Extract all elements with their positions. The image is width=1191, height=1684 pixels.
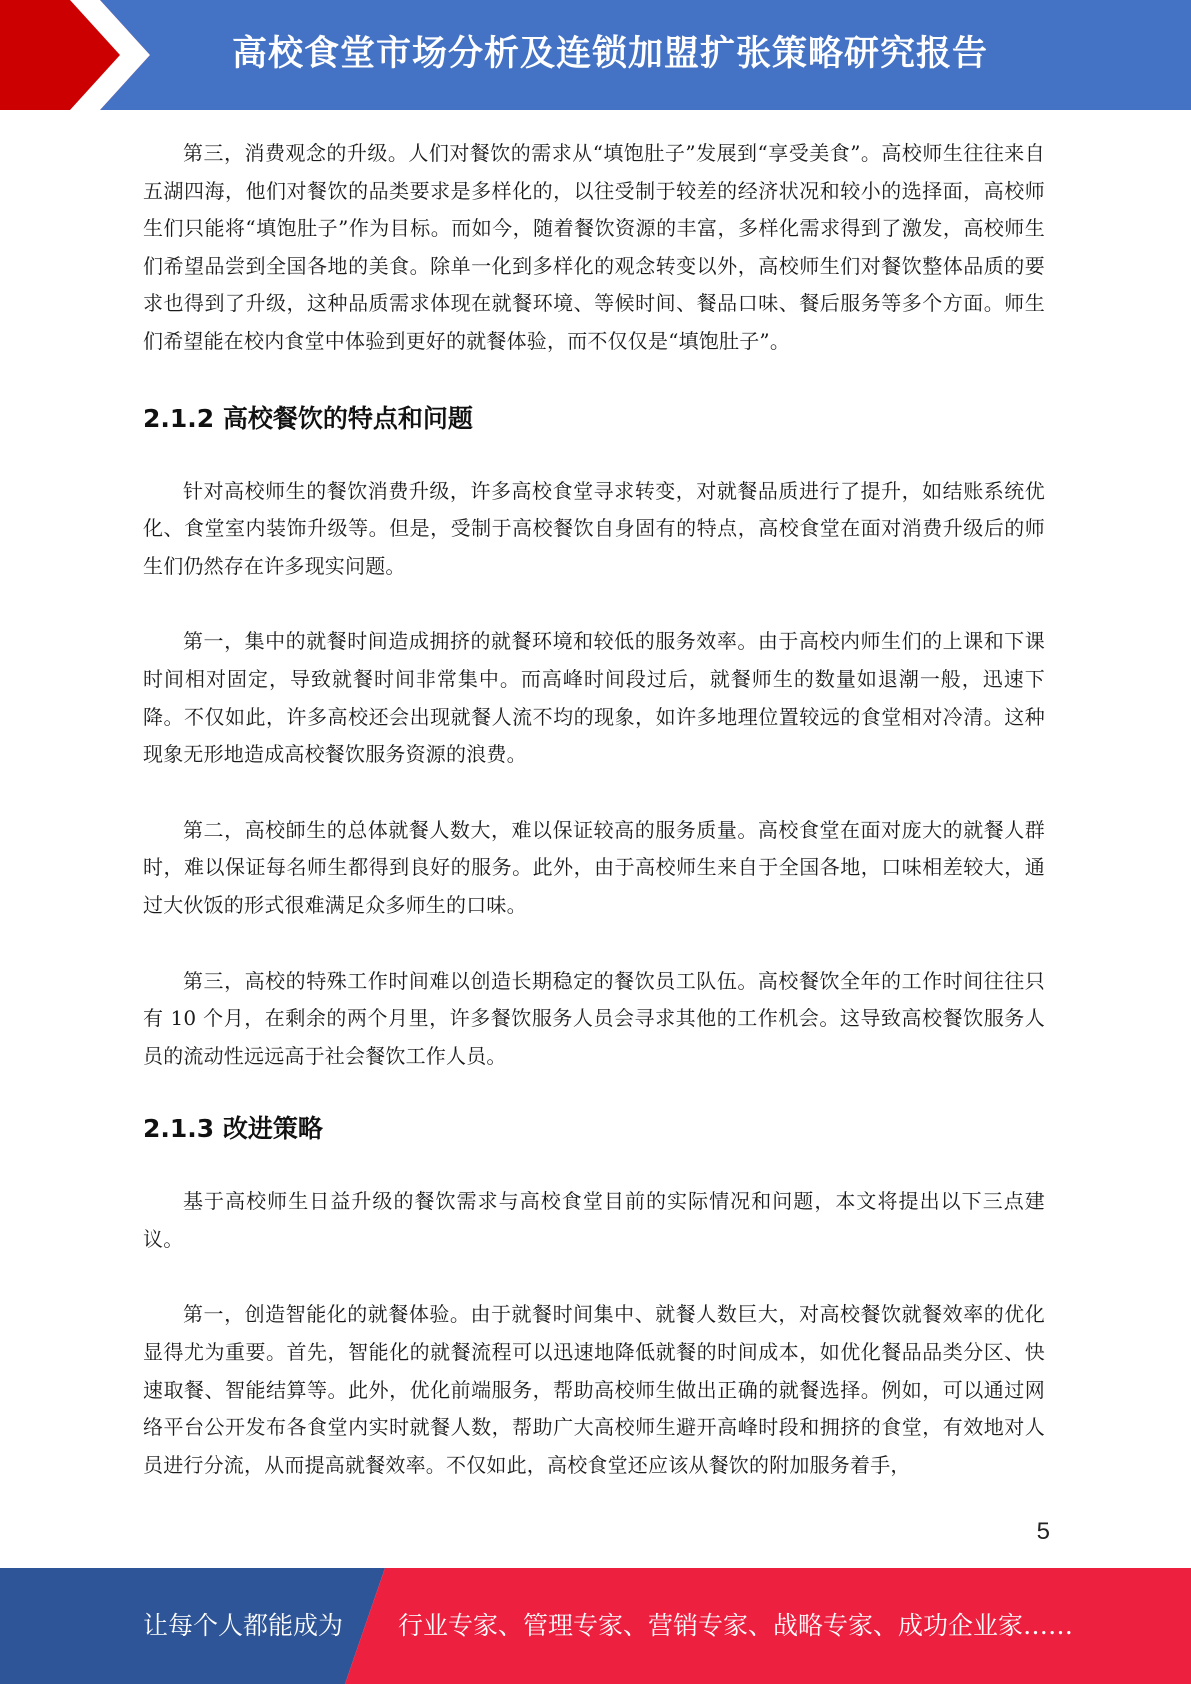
page-number: 5 xyxy=(1036,1518,1050,1545)
paragraph-problem-2: 第二，高校師生的总体就餐人数大，难以保证较高的服务质量。高校食堂在面对庞大的就餐人群时，难以保证每名师生都得到良好的服务。此外，由于高校师生来自于全国各地，口味相差较大，通过大伙饭的形式很难满足众多师生的口味。 xyxy=(143,817,1045,917)
page-content xyxy=(143,135,1045,1484)
page-footer xyxy=(0,1568,1191,1684)
paragraph-consumption-upgrade: 第三，消费观念的升级。人们对餐饮的需求从“填饱肚子”发展到“享受美食”。高校师生往往来自五湖四海，他们对餐饮的品类要求是多样化的，以往受制于较差的经济状况和较小的选择面，高校师生们只能将“填饱肚子”作为目标。而如今，随着餐饮资源的丰富，多样化需求得到了激发，高校师生们希望品尝到全国各地的美食。除单一化到多样化的观念转变以外，高校师生们对餐饮整体品质的要求也得到了升级，这种品质需求体现在就餐环境、等候时间、餐品口味、餐后服务等多个方面。师生们希望能在校内食堂中体验到更好的就餐体验，而不仅仅是“填饱肚子”。 xyxy=(143,141,1045,353)
report-title: 高校食堂市场分析及连锁加盟扩张策略研究报告 xyxy=(232,34,989,74)
footer-slogan-right: 行业专家、管理专家、营销专家、战略专家、成功企业家…… xyxy=(398,1611,1074,1640)
footer-slogan-left: 让每个人都能成为 xyxy=(143,1611,344,1640)
paragraph-problem-1: 第一，集中的就餐时间造成拥挤的就餐环境和较低的服务效率。由于高校内师生们的上课和下课时间相对固定，导致就餐时间非常集中。而高峰时间段过后，就餐师生的数量如退潮一般，迅速下降。不仅如此，许多高校还会出现就餐人流不均的现象，如许多地理位置较远的食堂相对冷清。这种现象无形地造成高校餐饮服务资源的浪费。 xyxy=(143,629,1045,767)
paragraph-improvement-1: 第一，创造智能化的就餐体验。由于就餐时间集中、就餐人数巨大，对高校餐饮就餐效率的优化显得尤为重要。首先，智能化的就餐流程可以迅速地降低就餐的时间成本，如优化餐品品类分区、快速取餐、智能结算等。此外，优化前端服务，帮助高校师生做出正确的就餐选择。例如，可以通过网络平台公开发布各食堂内实时就餐人数，帮助广大高校师生避开高峰时段和拥挤的食堂，有效地对人员进行分流，从而提高就餐效率。不仅如此，高校食堂还应该从餐饮的附加服务着手， xyxy=(143,1302,1045,1477)
section-heading-features-problems: 2.1.2 高校餐饮的特点和问题 xyxy=(143,403,473,433)
paragraph-improvement-intro: 基于高校师生日益升级的餐饮需求与高校食堂目前的实际情况和问题，本文将提出以下三点建议。 xyxy=(143,1189,1045,1251)
section-heading-improvement: 2.1.3 改进策略 xyxy=(143,1114,323,1144)
paragraph-intro-problems: 针对高校师生的餐饮消费升级，许多高校食堂寻求转变，对就餐品质进行了提升，如结账系统优化、食堂室内装饰升级等。但是，受制于高校餐饮自身固有的特点，高校食堂在面对消费升级后的师生们仍然存在许多现实问题。 xyxy=(143,478,1045,578)
page-header xyxy=(0,0,1191,110)
paragraph-problem-3: 第三，高校的特殊工作时间难以创造长期稳定的餐饮员工队伍。高校餐饮全年的工作时间往往只有 10 个月，在剩余的两个月里，许多餐饮服务人员会寻求其他的工作机会。这导致高校餐饮服务人员的流动性远远高于社会餐饮工作人员。 xyxy=(143,968,1045,1068)
